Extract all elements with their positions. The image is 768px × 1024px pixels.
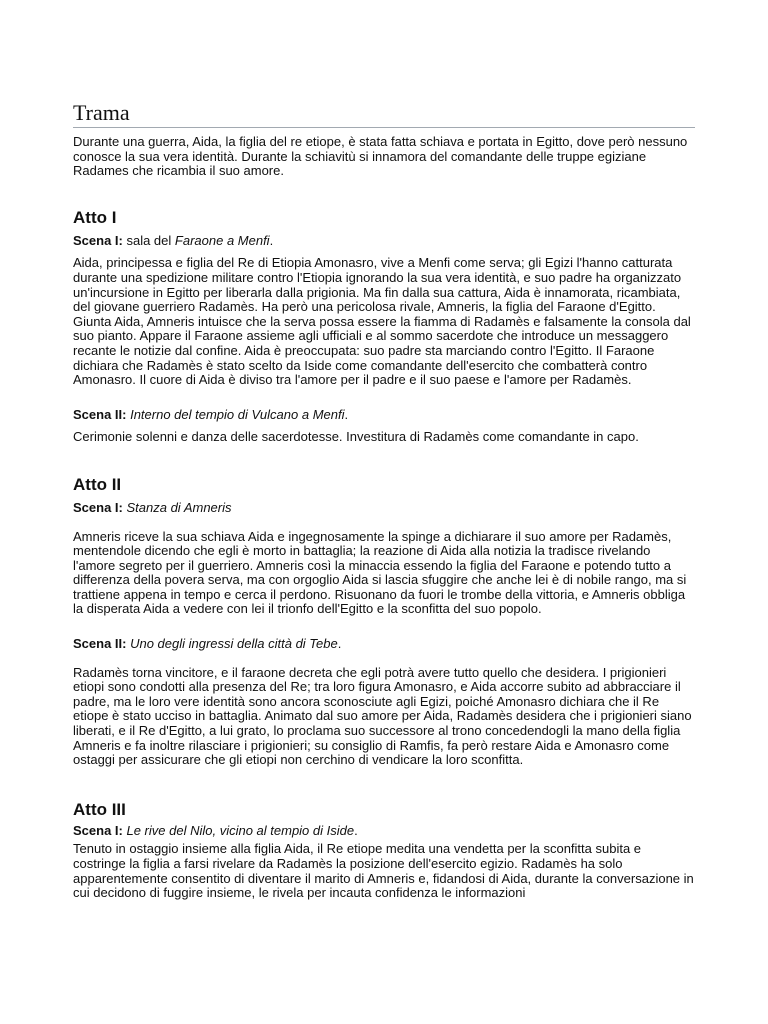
- scene-label: Scena II:: [73, 406, 127, 422]
- scene-suffix: .: [337, 636, 342, 652]
- scene-label: Scena I:: [73, 499, 123, 515]
- scene-text: Tenuto in ostaggio insieme alla figlia Aida, il Re etiope medita una vendetta per la sconfitta subita e costringe la figlia a farsi rivelare da Radamès la posizione dell'esercito egizio. Radamès ha solo apparentemente consentito di diventare il marito di Amneris e, fidandosi di Aida, durante la conversazione in cui decidono di fuggire insieme, le rivela per incauta confidenza le informazioni: [73, 841, 694, 901]
- scene-suffix: .: [269, 232, 274, 248]
- intro-paragraph: Durante una guerra, Aida, la figlia del re etiope, è stata fatta schiava e portata in Egitto, dove però nessuno conosce la sua vera identità. Durante la schiavitù si innamora del comandante delle truppe egiziane Radames che ricambia il suo amore.: [73, 134, 688, 179]
- scene-prefix: sala del: [122, 232, 175, 248]
- article-body: [73, 100, 695, 901]
- section-title: Trama: [73, 100, 695, 128]
- scene-title: [73, 234, 695, 249]
- scene-text: Cerimonie solenni e danza delle sacerdotesse. Investitura di Radamès come comandante in capo.: [73, 429, 639, 445]
- scene-text: Amneris riceve la sua schiava Aida e ingegnosamente la spinge a dichiarare il suo amore per Radamès, mentendole dicendo che egli è morto in battaglia; la reazione di Aida alla notizia la tradisce rivelando l'amore segreto per il guerriero. Amneris così la minaccia essendo la figlia del Faraone e potendo tutto a differenza della povera serva, ma con orgoglio Aida si lascia sfuggire che anche lei è di nobile rango, ma si trattiene appena in tempo e cerca il perdono. Risuonano da fuori le trombe della vittoria, e Amneris obbliga la disperata Aida a vedere con lei il trionfo dell'Egitto e la sconfitta del suo popolo.: [73, 528, 687, 617]
- scene-suffix: .: [344, 406, 349, 422]
- scene-title: [73, 824, 695, 839]
- scene-title: [73, 637, 695, 652]
- scene-place: Uno degli ingressi della città di Tebe: [130, 636, 338, 652]
- act-heading: Atto II: [73, 474, 122, 494]
- scene-place: Stanza di Amneris: [126, 499, 232, 515]
- scene-text: Aida, principessa e figlia del Re di Etiopia Amonasro, vive a Menfi come serva; gli Egizi l'hanno catturata durante una spedizione militare contro l'Etiopia ignorando la sua vera identità, e suo padre ha organizzato un'incursione in Egitto per liberarla dalla prigionia. Ma fin dalla sua cattura, Aida è innamorata, ricambiata, del giovane guerriero Radamès. Ha però una pericolosa rivale, Amneris, la figlia del Faraone d'Egitto. Giunta Aida, Amneris intuisce che la serva possa essere la fiamma di Radamès e falsamente la consola dal suo pianto. Appare il Faraone assieme agli ufficiali e al sommo sacerdote che introduce un messaggero recante le notizie dal confine. Aida è preoccupata: suo padre sta marciando contro l'Egitto. Il Faraone dichiara che Radamès è stato scelto da Iside come comandante dell'esercito che combatterà contro Amonasro. Il cuore di Aida è diviso tra l'amore per il padre e il suo paese e l'amore per Radamès.: [73, 255, 691, 388]
- scene-place: Interno del tempio di Vulcano a Menfi: [130, 406, 345, 422]
- scene-place: Faraone a Menfi: [174, 232, 270, 248]
- scene-label: Scena I:: [73, 232, 123, 248]
- scene-label: Scena II:: [73, 636, 127, 652]
- scene-place: Le rive del Nilo, vicino al tempio di Iside: [126, 822, 355, 838]
- scene-title: [73, 501, 695, 516]
- scene-label: Scena I:: [73, 822, 123, 838]
- scene-suffix: .: [354, 822, 358, 838]
- scene-text: Radamès torna vincitore, e il faraone decreta che egli potrà avere tutto quello che desidera. I prigionieri etiopi sono condotti alla presenza del Re; tra loro figura Amonasro, e Aida accorre subito ad abbracciare il padre, ma le loro vere identità sono ancora sconosciute agli Egizi, poiché Amonasro dichiara che il Re etiope è stato ucciso in battaglia. Animato dal suo amore per Aida, Radamès desidera che i prigionieri siano liberati, e il Re d'Egitto, a lui grato, lo proclama suo successore al trono concedendogli la mano della figlia Amneris e fa inoltre rilasciare i prigionieri; su consiglio di Ramfis, fa però restare Aida e Amonasro come ostaggi per assicurare che gli etiopi non cerchino di vendicare la loro sconfitta.: [73, 664, 692, 768]
- act-heading: Atto III: [73, 799, 126, 819]
- act-heading: Atto I: [73, 207, 117, 227]
- scene-title: [73, 408, 695, 423]
